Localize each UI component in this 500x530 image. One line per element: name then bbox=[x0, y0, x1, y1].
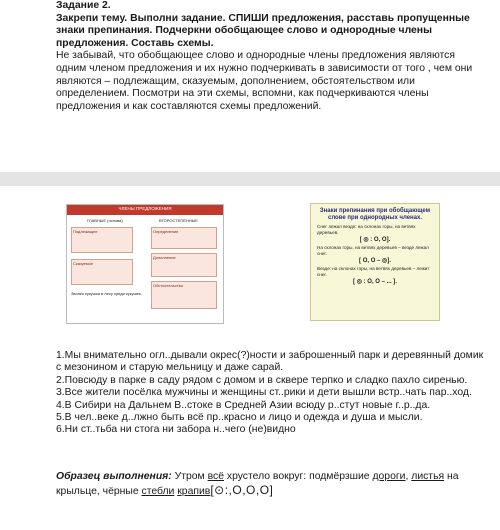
sample-solution bbox=[56, 471, 486, 498]
sentence-4: 4.В Сибири на Дальнем В..стоке в Средней Азии всюду р..стут новые г..р..да. bbox=[56, 399, 431, 411]
diagram-title: ЧЛЕНЫ ПРЕДЛОЖЕНИЯ bbox=[118, 206, 172, 211]
rules-scheme-3: [ ◎ : О, О – ... ]. bbox=[353, 279, 397, 285]
sample-word-1: всё bbox=[207, 471, 224, 482]
rules-scheme-1: [ ◎ : О, О]. bbox=[359, 237, 391, 243]
box-object: Дополнение bbox=[151, 253, 217, 277]
sample-text-2: хрустело вокруг: подмёрзшие bbox=[223, 471, 373, 482]
divider-band bbox=[0, 172, 500, 186]
punctuation-rules-image bbox=[310, 203, 440, 321]
sentence-5: 5.В чел..веке д..лжно быть всё пр..красно и лицо и одежда и душа и мысли. bbox=[56, 412, 423, 424]
task-header bbox=[56, 0, 488, 113]
rules-example-3: Везде: на склонах горы, на ветвях деревьев – лежит снег. bbox=[317, 266, 430, 277]
task-explanation: Не забывай, что обобщающее слово и однородные члены предложения являются одним членом предложения и их нужно подчеркивать в зависимости от того , чем они являются – подлежащим, сказуемым, дополнением, обстоятельством или определением. Посмотри на эти схемы, вспомни, как подчеркиваются члены предложения и как составляются схемы предложений. bbox=[56, 50, 473, 112]
box-attribute: Определение bbox=[151, 227, 217, 249]
rules-example-2: На склонах горы, на ветвях деревьев – везде лежал снег. bbox=[317, 245, 429, 256]
main-members-label: ГЛАВНЫЕ (основа) bbox=[87, 218, 123, 223]
sample-word-2: дороги bbox=[372, 471, 406, 482]
task-instructions: Закрепи тему. Выполни задание. СПИШИ предложения, расставь пропущенные знаки препинания. Подчеркни обобщающее слово и однородные члены предложения. Составь схемы. bbox=[56, 12, 470, 49]
sample-scheme: [⊙:,О,О,О] bbox=[210, 482, 274, 497]
sentence-2: 2.Повсюду в парке в саду рядом с домом и в сквере терпко и сладко пахло сиренью. bbox=[56, 374, 468, 386]
sentence-3: 3.Все жители посёлка мужчины и женщины ст..рики и дети вышли встр..чать пар..ход. bbox=[56, 387, 472, 399]
sample-word-5: крапив bbox=[177, 485, 211, 497]
box-adverbial: Обстоятельство bbox=[151, 281, 217, 309]
exercise-sentences bbox=[56, 350, 486, 437]
sample-word-4: стебли bbox=[141, 485, 175, 497]
rules-scheme-2: [ О, О – ◎]. bbox=[359, 258, 391, 264]
rules-example-1: Снег лежал везде: на склонах горы, на ветвях деревьев. bbox=[317, 224, 416, 235]
sample-text-3: , bbox=[405, 471, 412, 482]
sentence-members-diagram bbox=[66, 204, 224, 324]
box-subject: Подлежащее bbox=[71, 227, 133, 253]
sample-text-4: на крыльце, чёрные bbox=[56, 471, 459, 497]
diagram-footer: Звонко кукушка в лесу среди кукушек. bbox=[71, 291, 142, 296]
sentence-6: 6.Ни ст..тьба ни стога ни забора н..чего (не)видно bbox=[56, 424, 296, 436]
secondary-members-label: ВТОРОСТЕПЕННЫЕ bbox=[159, 218, 198, 223]
rules-title: Знаки препинания при обобщающем слове при однородных членах. bbox=[319, 208, 431, 221]
sample-word-3: листья bbox=[411, 471, 445, 482]
sample-text-1: Утром bbox=[171, 471, 208, 482]
sample-label: Образец выполнения: bbox=[56, 471, 172, 482]
sentence-1: 1.Мы внимательно огл..дывали окрес(?)ности и заброшенный парк и деревянный домик с мезонином и старую мельницу и даже сарай. bbox=[56, 350, 484, 374]
box-predicate: Сказуемое bbox=[71, 259, 133, 285]
task-title: Задание 2. bbox=[56, 0, 111, 11]
